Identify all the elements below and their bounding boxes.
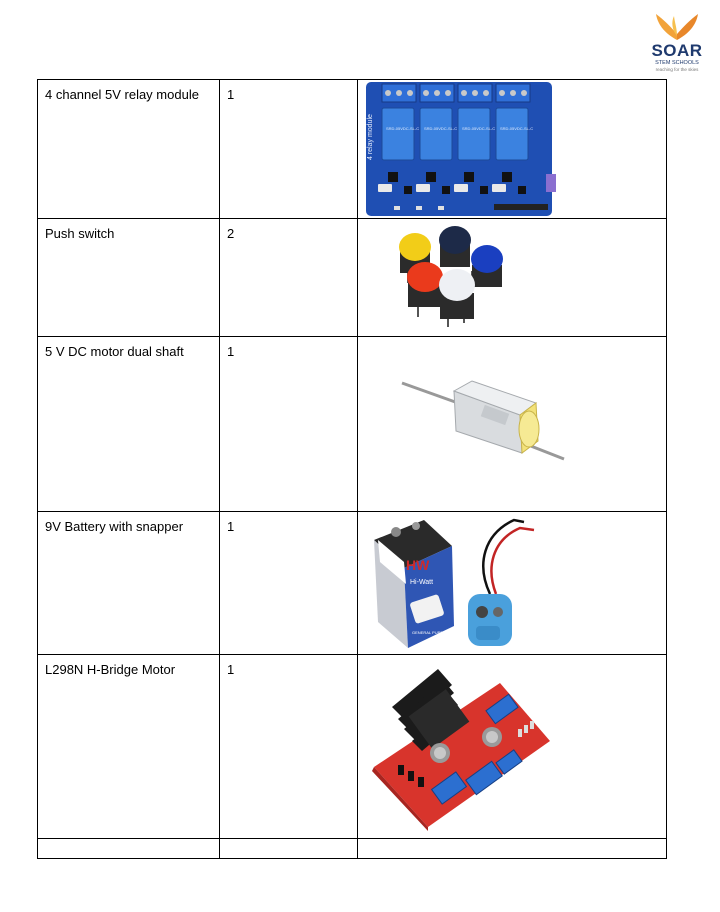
table-row [38,80,667,219]
component-name-cell [38,512,220,655]
image-cell [358,337,667,512]
relay-print: SRD-05VDC-SL-C [424,126,458,131]
component-qty: 1 [227,87,235,102]
component-qty: 2 [227,226,235,241]
battery-snapper-image [364,514,554,654]
component-name-cell [38,219,220,337]
battery-brand-name: Hi-Watt [410,579,434,586]
component-name: 9V Battery with snapper [45,519,184,534]
table-row [38,219,667,337]
quantity-cell [220,655,358,839]
table-row [38,839,667,859]
logo-tagline: reaching for the skies [655,67,699,72]
table-row [38,655,667,839]
battery-label: GENERAL PURPOSE [412,630,452,635]
quantity-cell [220,80,358,219]
quantity-cell [220,337,358,512]
logo-brand-text: SOAR [651,41,703,60]
relay-print: SRD-05VDC-SL-C [462,126,496,131]
relay-print: SRD-05VDC-SL-C [386,126,420,131]
l298n-driver-image [368,659,554,831]
relay-board-label: 4 relay module [367,114,374,160]
quantity-cell [220,219,358,337]
component-qty: 1 [227,519,235,534]
relay-module-image [364,80,562,218]
component-name: 5 V DC motor dual shaft [45,344,184,359]
quantity-cell [220,839,358,859]
dc-motor-image [398,369,568,469]
component-qty: 1 [227,344,235,359]
image-cell [358,219,667,337]
soar-logo [644,12,710,74]
table-row [38,337,667,512]
image-cell [358,80,667,219]
component-name: 4 channel 5V relay module [45,87,199,102]
components-table [37,79,667,859]
component-name-cell [38,839,220,859]
table-row [38,512,667,655]
flame-bird-icon [644,12,710,42]
component-name-cell [38,337,220,512]
image-cell [358,512,667,655]
battery-brand-text: HW [406,557,430,573]
relay-print: SRD-05VDC-SL-C [500,126,534,131]
component-name: Push switch [45,226,115,241]
component-name: L298N H-Bridge Motor [45,662,176,677]
logo-subtitle: STEM SCHOOLS [655,60,699,66]
image-cell [358,655,667,839]
image-cell [358,839,667,859]
component-qty: 1 [227,662,235,677]
component-name-cell [38,80,220,219]
quantity-cell [220,512,358,655]
push-buttons-image [388,223,508,331]
component-name-cell [38,655,220,839]
